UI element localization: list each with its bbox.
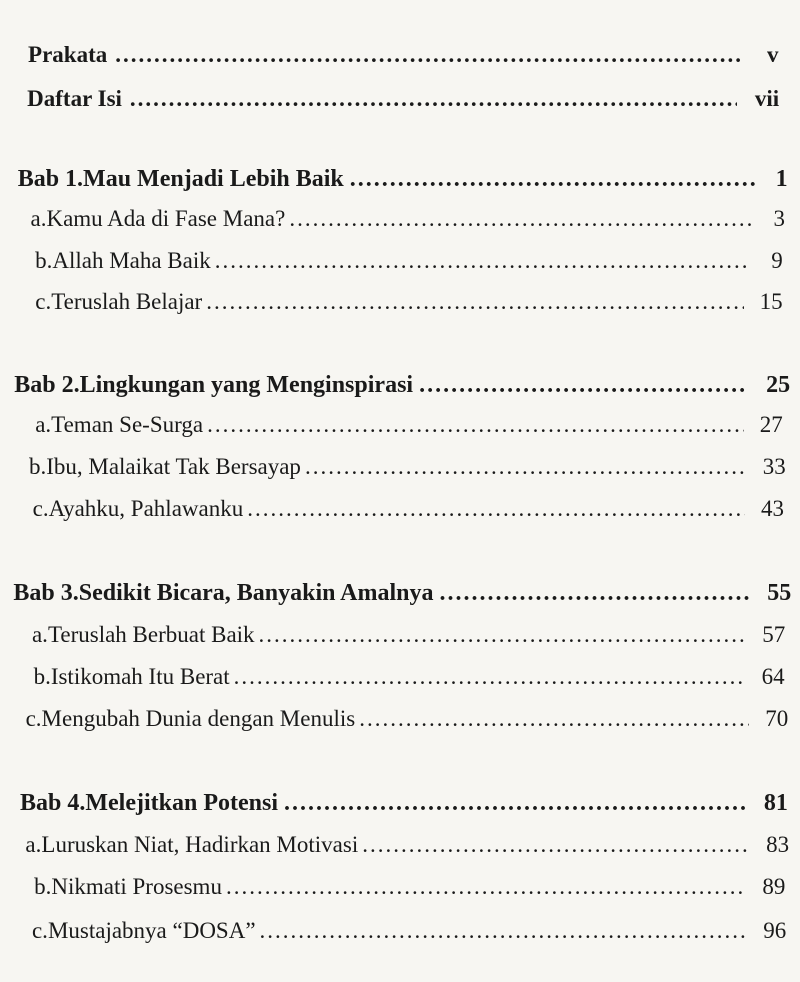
toc-leader-dots xyxy=(207,412,744,438)
section-letter: c. xyxy=(32,496,49,521)
section-title: Luruskan Niat, Hadirkan Motivasi xyxy=(41,832,359,857)
section-title: Teruslah Belajar xyxy=(51,289,203,314)
toc-section xyxy=(0,874,800,900)
toc-entry-title: Prakata xyxy=(28,42,108,67)
toc-leader-dots xyxy=(284,790,746,817)
section-title: Teman Se-Surga xyxy=(51,412,204,437)
toc-page-number: 9 xyxy=(771,248,783,273)
section-letter: c. xyxy=(35,289,52,314)
toc-page-number: 70 xyxy=(765,706,789,731)
toc-page-number: 27 xyxy=(759,412,783,437)
section-letter: c. xyxy=(31,918,48,943)
section-title: Mustajabnya “DOSA” xyxy=(47,918,256,943)
toc-leader-dots xyxy=(359,706,749,732)
section-title: Kamu Ada di Fase Mana? xyxy=(46,206,286,231)
toc-page-number: vii xyxy=(754,86,780,111)
chapter-title: Sedikit Bicara, Banyakin Amalnya xyxy=(78,580,434,606)
section-letter: b. xyxy=(33,664,51,689)
section-letter: a. xyxy=(31,622,48,647)
toc-leader-dots xyxy=(234,664,746,690)
chapter-number: Bab 2. xyxy=(14,372,80,398)
toc-section xyxy=(0,664,800,690)
toc-page-number: 1 xyxy=(775,166,788,192)
toc-entry-title: Daftar Isi xyxy=(27,86,122,111)
section-letter: a. xyxy=(25,832,42,857)
toc-leader-dots xyxy=(362,832,750,858)
toc-page-number: 64 xyxy=(761,664,785,689)
toc-leader-dots xyxy=(130,86,737,112)
toc-page-number: 89 xyxy=(762,874,786,899)
section-title: Istikomah Itu Berat xyxy=(50,664,230,689)
toc-section xyxy=(0,412,800,438)
section-letter: b. xyxy=(28,454,47,479)
section-title: Mengubah Dunia dengan Menulis xyxy=(41,706,356,731)
toc-leader-dots xyxy=(115,42,742,68)
chapter-number: Bab 1. xyxy=(17,166,84,192)
toc-page-number: 25 xyxy=(766,372,791,398)
toc-section xyxy=(0,622,800,648)
toc-page-number: 57 xyxy=(762,622,786,647)
toc-leader-dots xyxy=(305,454,747,480)
chapter-number: Bab 3. xyxy=(13,580,79,606)
toc-chapter-3 xyxy=(0,580,800,607)
chapter-title: Mau Menjadi Lebih Baik xyxy=(83,166,344,192)
toc-entry-daftar-isi xyxy=(0,86,800,112)
section-letter: c. xyxy=(25,706,42,731)
toc-section xyxy=(0,289,800,315)
toc-page-number: 83 xyxy=(766,832,790,857)
toc-leader-dots xyxy=(350,166,758,193)
section-letter: b. xyxy=(35,248,53,273)
toc-page-number: 3 xyxy=(773,206,785,231)
toc-page-number: 15 xyxy=(759,289,783,314)
section-letter: b. xyxy=(34,874,52,899)
toc-entry-prakata xyxy=(0,42,800,68)
toc-section xyxy=(0,496,800,522)
toc-page-number: 96 xyxy=(763,918,787,943)
toc-page-number: 55 xyxy=(767,580,792,606)
toc-leader-dots xyxy=(440,580,750,607)
toc-page-number: 43 xyxy=(760,496,784,521)
toc-leader-dots xyxy=(215,248,750,274)
toc-section xyxy=(0,454,800,480)
toc-section xyxy=(0,248,800,274)
section-title: Allah Maha Baik xyxy=(52,248,211,273)
toc-chapter-1 xyxy=(0,166,800,193)
chapter-number: Bab 4. xyxy=(20,790,86,816)
toc-page-number: 33 xyxy=(762,454,786,479)
section-title: Ibu, Malaikat Tak Bersayap xyxy=(46,454,301,479)
toc-leader-dots xyxy=(419,372,748,399)
toc-leader-dots xyxy=(247,496,745,522)
chapter-title: Melejitkan Potensi xyxy=(85,790,279,816)
section-letter: a. xyxy=(30,206,47,231)
toc-leader-dots xyxy=(226,874,746,900)
toc-section xyxy=(0,206,800,232)
toc-section xyxy=(0,706,800,732)
toc-leader-dots xyxy=(289,206,754,232)
toc-section xyxy=(0,832,800,858)
toc-page-number: v xyxy=(766,42,779,67)
toc-chapter-2 xyxy=(0,372,800,399)
section-letter: a. xyxy=(35,412,52,437)
toc-leader-dots xyxy=(206,289,743,315)
section-title: Ayahku, Pahlawanku xyxy=(48,496,244,521)
chapter-title: Lingkungan yang Menginspirasi xyxy=(79,372,414,398)
section-title: Nikmati Prosesmu xyxy=(51,874,222,899)
toc-chapter-4 xyxy=(0,790,800,817)
toc-leader-dots xyxy=(260,918,748,944)
toc-leader-dots xyxy=(259,622,747,648)
toc-page-number: 81 xyxy=(763,790,788,816)
section-title: Teruslah Berbuat Baik xyxy=(47,622,255,647)
toc-section xyxy=(0,918,800,944)
